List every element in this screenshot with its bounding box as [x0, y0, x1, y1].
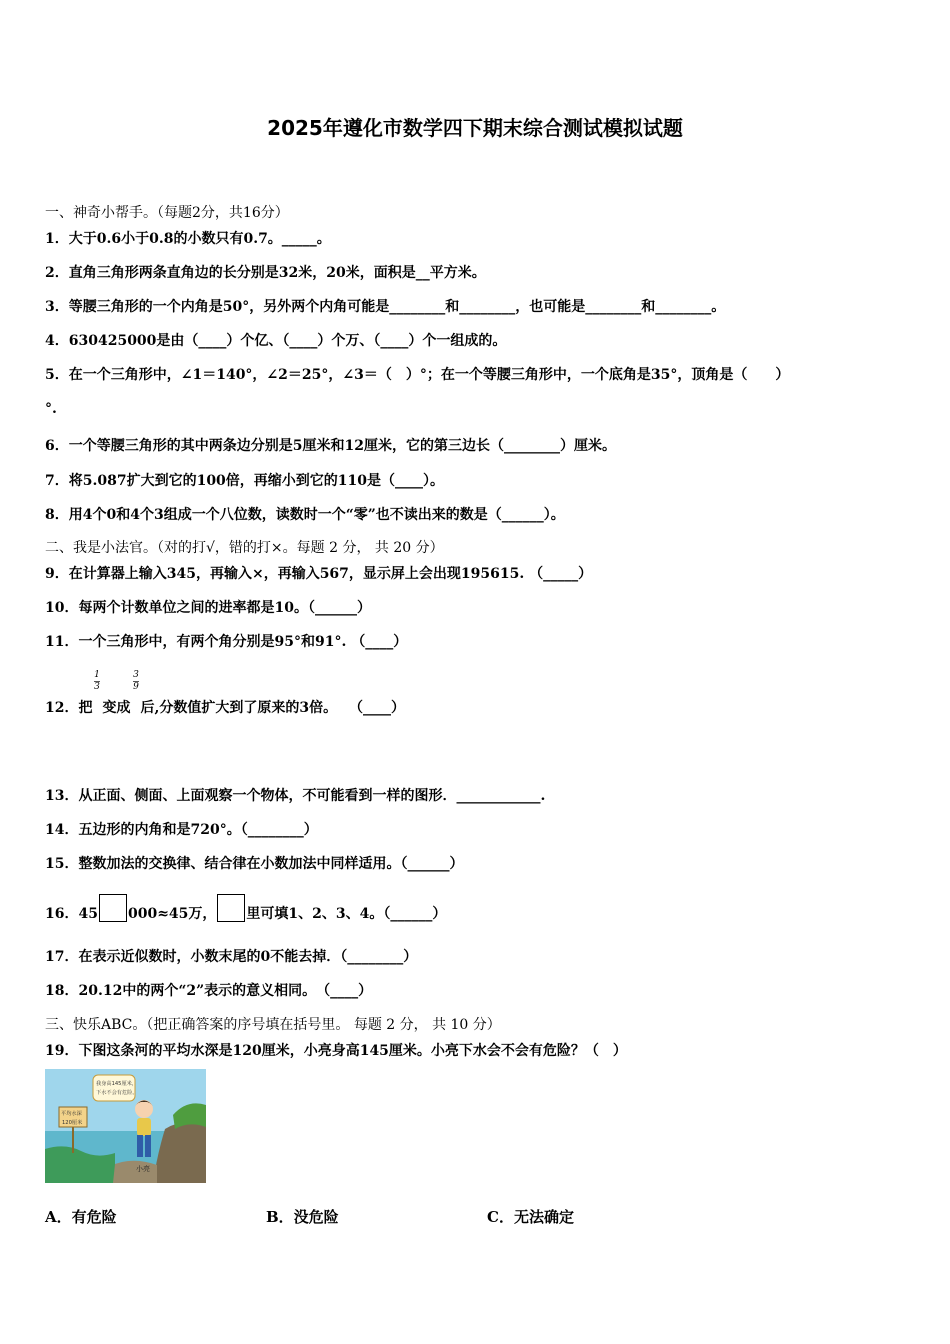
section-heading-3: 三、快乐ABC。（把正确答案的序号填在括号里。 每题 2 分， 共 10 分）: [45, 1017, 501, 1033]
question-11: 11．一个三角形中，有两个角分别是95°和91°. （____）: [45, 634, 408, 650]
question-16-prefix: 16．45: [45, 906, 98, 922]
fraction-three-ninths: [133, 671, 139, 692]
question-10: 10．每两个计数单位之间的进率都是10。（______）: [45, 600, 371, 616]
option-a: A．有危险: [45, 1208, 117, 1226]
question-7: 7．将5.087扩大到它的100倍，再缩小到它的110是（____）。: [45, 473, 445, 489]
boy-name-label: 小亮: [136, 1165, 150, 1173]
page-title: 2025年遵化市数学四下期末综合测试模拟试题: [267, 116, 683, 140]
question-16-middle: 000≈45万，: [127, 906, 217, 922]
boy-head: [135, 1100, 153, 1118]
question-15: 15．整数加法的交换律、结合律在小数加法中同样适用。（______）: [45, 856, 464, 872]
section-heading-2: 二、我是小法官。（对的打√，错的打×。每题 2 分， 共 20 分）: [45, 540, 444, 556]
fraction-numerator: 3: [133, 670, 139, 680]
fraction-denominator: 3: [94, 682, 100, 692]
question-12-suffix: 后,分数值扩大到了原来的3倍。 （____）: [140, 700, 405, 716]
option-c: C．无法确定: [487, 1208, 574, 1226]
fraction-numerator: 1: [94, 670, 100, 680]
section-heading-1: 一、神奇小帮手。（每题2分，共16分）: [45, 205, 289, 221]
question-17: 17．在表示近似数时，小数末尾的0不能去掉．（________）: [45, 949, 418, 965]
boy-leg-right: [145, 1135, 151, 1157]
fraction-denominator: 9: [133, 682, 139, 692]
question-1: 1．大于0.6小于0.8的小数只有0.7。_____。: [45, 231, 331, 247]
sign-line-2: 120厘米: [62, 1120, 83, 1126]
question-2: 2．直角三角形两条直角边的长分别是32米，20米，面积是__平方米。: [45, 265, 486, 281]
question-16: [45, 894, 446, 923]
boy-shirt: [137, 1118, 151, 1136]
question-13: 13．从正面、侧面、上面观察一个物体，不可能看到一样的图形．____________.: [45, 788, 546, 804]
speech-line-1: 我身高145厘米，: [96, 1081, 138, 1087]
question-5: 5．在一个三角形中，∠1＝140°，∠2＝25°，∠3＝（ ）°；在一个等腰三角形中，一个底角是35°，顶角是（ ）: [45, 367, 790, 383]
speech-bubble: [93, 1075, 138, 1101]
answer-box-reference: [217, 894, 245, 922]
question-8: 8．用4个0和4个3组成一个八位数，读数时一个“零”也不读出来的数是（______）。: [45, 507, 565, 523]
question-4: 4．630425000是由（____）个亿、（____）个万、（____）个一组成的。: [45, 333, 507, 349]
option-b: B．没危险: [266, 1208, 339, 1226]
question-5-continued: °.: [45, 401, 57, 417]
question-6: 6．一个等腰三角形的其中两条边分别是5厘米和12厘米，它的第三边长（________）厘米。: [45, 438, 616, 454]
question-12-prefix: 12．把: [45, 700, 93, 716]
question-12: [45, 697, 405, 717]
boy-leg-left: [137, 1135, 143, 1157]
answer-box: [99, 894, 127, 922]
sign-line-1: 平均水深: [61, 1111, 82, 1117]
river-illustration: [45, 1069, 206, 1183]
question-3: 3．等腰三角形的一个内角是50°，另外两个内角可能是________和________，也可能是________和________。: [45, 299, 726, 315]
question-12-middle: 变成: [102, 700, 131, 716]
question-19: 19．下图这条河的平均水深是120厘米，小亮身高145厘米。小亮下水会不会有危险？（ ）: [45, 1043, 627, 1059]
question-14: 14．五边形的内角和是720°。（________）: [45, 822, 318, 838]
speech-line-2: 下水不会有危险。: [96, 1090, 138, 1096]
stone-under-boy: [113, 1161, 157, 1183]
question-16-suffix: 里可填1、2、3、4。（______）: [246, 906, 447, 922]
question-9: 9．在计算器上输入345，再输入×，再输入567，显示屏上会出现195615. （_____）: [45, 566, 593, 582]
fraction-one-third: [94, 671, 100, 692]
question-18: 18．20.12中的两个“2”表示的意义相同。 （____）: [45, 983, 373, 999]
